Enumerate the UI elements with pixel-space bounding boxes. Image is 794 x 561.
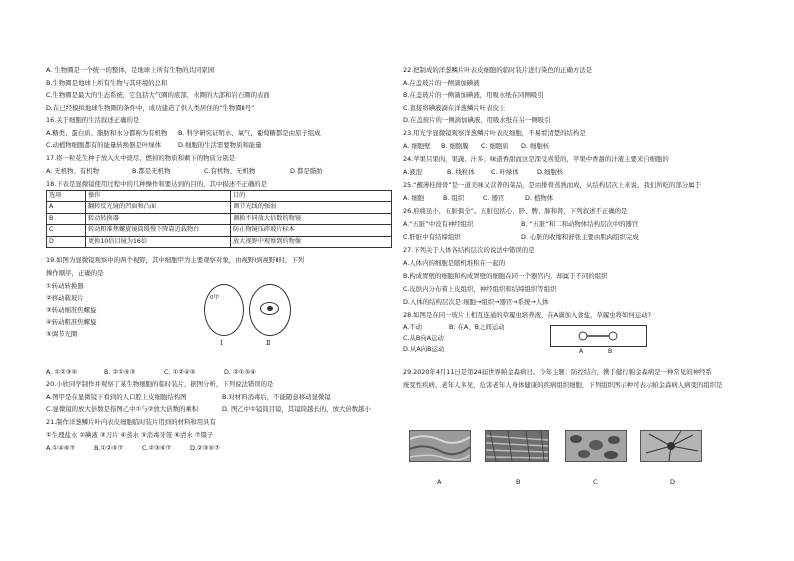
cell-nucleus xyxy=(267,306,273,311)
q26-options-ab xyxy=(403,218,755,231)
q15-option-d: D.在已经模拟地球生物圈的条件中，成功建造了供人类居住的“生物圈Ⅱ号” xyxy=(46,103,255,112)
q19-option-c: C. ①②④⑤ xyxy=(164,367,196,376)
q23-stem: 23.用光学显微镜观察洋葱鳞片叶表皮细胞，不易看清楚的结构是 xyxy=(403,128,586,137)
table-header-row xyxy=(47,191,392,202)
q21-option-b: B.①②⑤⑦ xyxy=(94,443,124,452)
tissue-image-d xyxy=(640,430,702,462)
tissue-image-b xyxy=(485,430,549,462)
q18-stem: 18.下表是显微镜使用过程中的几种操作和要达到的目的，其中描述不正确的是 xyxy=(46,179,268,188)
q21-items: ①生理盐水 ②碘液 ③刀片 ④蒸水 ⑤消毒牙签 ⑥清水 ⑦镊子 xyxy=(46,430,214,439)
right-column xyxy=(403,64,755,392)
q26-option-c: C.肝脏中有结缔组织 xyxy=(403,232,461,241)
field-of-view-1 xyxy=(204,284,244,336)
q24-option-d: D.细胞核 xyxy=(537,167,564,176)
q16-option-c: C.动植物细胞都有的能量转换器是叶绿体 xyxy=(46,141,162,149)
q25-option-a: A. 细胞 xyxy=(403,193,425,202)
q23-options xyxy=(403,140,755,153)
q16-option-b: B. 科学研究证明水、氧气、葡萄糖都是由原子组成 xyxy=(178,128,321,137)
q17-option-b: B.都是无机物 xyxy=(132,166,171,175)
left-column xyxy=(46,64,391,455)
tissue-label-c: C xyxy=(593,478,598,486)
q27-option-b: B.构成胃壁的细胞和构成胃壁的细胞在同一个器官内，却属于不同的组织 xyxy=(403,271,608,280)
list-item: ①转动转换器 xyxy=(46,281,84,290)
q20-options-ab xyxy=(46,391,391,404)
q17-options xyxy=(46,165,391,178)
q25-option-c: C. 器官 xyxy=(483,193,505,202)
q26-stem: 26.府痛虽小，五脏俱全”。五脏包括心、肝、脾、肺和肾，下列叙述不正确的是 xyxy=(403,206,628,215)
q23-option-c: C. 细胞质 xyxy=(481,141,509,150)
q27-option-c: C.皮肤内分布着上皮组织，神经组织和结缔组织等组织 xyxy=(403,284,557,293)
q29-stem: 29.2020年4月11日是第24届世界帕金森病日。今年主题：防控结合，携手健行帕金森病是一种常见的神经系 xyxy=(403,367,712,376)
q19-stem: 19.如图为显微镜观察中的两个视野，其中细胞甲为主要观察对象，由视野Ⅰ到视野Ⅱ时，下列 xyxy=(46,255,305,264)
table-row xyxy=(47,236,392,247)
q24-stem: 24.苹果只果肉，果蔬、汁多、味道香甜而这是深受喜爱的，苹果中香甜的汁液主要来自细胞的 xyxy=(403,154,669,163)
slide-label-a: A xyxy=(579,347,584,355)
q16-options-cd xyxy=(46,139,391,152)
q23-option-b: B. 细胞膜 xyxy=(441,141,469,150)
tissue-label-a: A xyxy=(437,478,442,486)
table-cell: 转动转换器 xyxy=(86,213,231,224)
q22-option-d: D.在盖玻片的一侧滴加碘液，用吸水纸在另一侧吸引 xyxy=(403,116,551,124)
q27-option-a: A.人体内的细胞是随机堆积在一起的 xyxy=(403,258,506,267)
q20-stem: 20.小欣同学制作并观察了某生物细胞的临时装片，据图分析，下列说法错误的是 xyxy=(46,380,274,389)
tissue-image-c xyxy=(565,430,627,462)
table-cell: C xyxy=(47,225,86,236)
q28-option-d: D.从A向B运动 xyxy=(403,344,445,353)
q17-stem: 17.将一粒花生种子放入火中烧尽，燃掉的物质和剩下的物质分别是 xyxy=(46,153,236,162)
neuron-pattern xyxy=(641,431,701,461)
q29-stem-cont: 统变性疾病，老年人多见，危害老年人身体健康的疾病组织细胞，下列组织图示种可表示帕金森病人病变的组织是 xyxy=(403,380,723,389)
q19-figure-area xyxy=(46,280,391,366)
q22-stem: 22.把制成的洋葱鳞片叶表皮细胞的临时装片进行染色的正确方法是 xyxy=(403,66,593,74)
table-cell: 防止物镜压碎玻片标本 xyxy=(231,225,392,236)
q15-option-c: C.生物圈是最大的生态系统，它包括大气圈的底部，水圈的大部和岩石圈的表面 xyxy=(46,91,270,99)
q26-option-a: A.“五脏”中没有神经组织 xyxy=(403,219,474,228)
figure-label-2: Ⅱ xyxy=(266,338,271,347)
q27-stem: 27.下列关于人体各结构层次的说法中错误的是 xyxy=(403,245,535,254)
q28-option-a: A.不动 xyxy=(403,322,423,331)
q24-option-c: C. 叶绿体 xyxy=(491,167,519,176)
q21-option-c: C.②③⑥⑦ xyxy=(142,443,172,452)
q19-option-a: A. ①②③⑤ xyxy=(46,367,78,376)
q25-options xyxy=(403,192,755,205)
tissue-label-d: D xyxy=(670,478,676,486)
q18-table xyxy=(46,190,392,248)
q17-option-d: D.都是脂肪 xyxy=(290,166,323,175)
q23-option-a: A. 细胞壁 xyxy=(403,141,431,150)
q22-option-c: C.直接将碘液滴在洋葱鳞片叶表皮上 xyxy=(403,103,506,112)
q27-option-d: D.人体的结构层次是:细胞→组织→器官→系统→人体 xyxy=(403,297,549,306)
q24-option-a: A.液泡 xyxy=(403,167,423,176)
table-cell: B xyxy=(47,213,86,224)
q17-option-a: A. 无机物、有机物 xyxy=(46,166,100,175)
tissue-b-pattern xyxy=(486,431,548,461)
q16-options-ab xyxy=(46,127,391,140)
list-item: ④转动粗准焦螺旋 xyxy=(46,317,97,326)
list-item: ②移动载玻片 xyxy=(46,293,84,302)
q20-option-c: C.显微镜的放大倍数是指图乙中①与②放大倍数的乘积 xyxy=(46,405,199,414)
q23-option-d: D. 细胞核 xyxy=(521,141,550,150)
q20-option-d: D. 图乙中①镜筒目镜，其镜筒越长的，放大倍数越小 xyxy=(222,405,371,414)
table-cell: 调换不同放大倍数的物镜 xyxy=(231,213,392,224)
glass-slide xyxy=(550,325,647,347)
table-header-cell: 选项 xyxy=(47,191,86,202)
q28-figure-area xyxy=(403,322,755,366)
table-cell: 调节光线的强弱 xyxy=(231,202,392,213)
q15-option-b: B.生物圈是地球上所有生物与其环境的总和 xyxy=(46,78,168,87)
q17-option-c: C.有机物、无机物 xyxy=(204,166,256,175)
tissue-image-a xyxy=(409,430,471,462)
table-cell: 放大视野中观察到的物像 xyxy=(231,236,392,247)
table-row xyxy=(47,213,392,224)
q25-option-b: B. 组织 xyxy=(443,193,465,202)
list-item: ⑤调节光圈 xyxy=(46,329,78,338)
q16-option-a: A.糖类、蛋白质、脂肪和水分都称为有机物 xyxy=(46,128,168,137)
q22-option-a: A.在盖玻片的一侧滴加碘液 xyxy=(403,78,480,87)
q26-option-b: B. “五脏”和二和动物体结构层次中的器官 xyxy=(521,219,639,228)
q19-stem-cont: 操作顺序，正确的是 xyxy=(46,268,104,277)
table-cell: A xyxy=(47,202,86,213)
q19-option-b: B. ②①⑤③ xyxy=(104,367,136,376)
q15-option-a: A. 生物圈是一个统一的整体，是地球上所有生物的共同家园 xyxy=(46,66,215,74)
q25-option-d: D. 植物体 xyxy=(525,193,554,202)
table-cell: D xyxy=(47,236,86,247)
q19-option-d: D. ②①⑤④ xyxy=(224,367,256,376)
list-item: ③转动细准焦螺旋 xyxy=(46,305,97,314)
figure-label-1: Ⅰ xyxy=(220,338,223,347)
tissue-label-b: B xyxy=(516,478,521,486)
q25-stem: 25.“靓薄桂排骨”是一道美味又营养的菜品，是由排骨蒸熟而成，从结构层次上来说，我们所吃的部分属于 xyxy=(403,180,701,189)
q20-option-a: A.图甲是在显微镜下看到的人口腔上皮细胞结构图 xyxy=(46,392,187,401)
q20-option-b: B.对材料消毒后，不能随意移动显微镜 xyxy=(222,392,331,401)
q24-options xyxy=(403,166,755,179)
table-row xyxy=(47,225,392,236)
q28-option-b: B. 在A、B之间运动 xyxy=(449,322,505,331)
q22-option-b: B.在盖玻片的一侧滴加碘液，用吸水纸在同侧吸引 xyxy=(403,91,544,99)
q28-option-c: C.从B向A运动 xyxy=(403,333,444,342)
q21-option-d: D.②③⑤⑦ xyxy=(190,443,220,452)
slide-label-b: B xyxy=(608,347,613,355)
tissue-a-pattern xyxy=(410,431,470,461)
culture-drops-icon xyxy=(551,326,646,346)
table-cell: 转动粗准焦螺旋镜筒缓慢下降靠近载物台 xyxy=(86,225,231,236)
tissue-c-pattern xyxy=(566,431,626,461)
q24-option-b: B. 线粒体 xyxy=(447,167,475,176)
table-cell: 翻转反光镜的凹面和凸面 xyxy=(86,202,231,213)
q21-options xyxy=(46,442,391,455)
q19-options xyxy=(46,366,391,379)
q21-option-a: A.①④⑥⑦ xyxy=(46,443,76,452)
q28-stem: 28.如图是在同一玻片上相互连通的草履虫培养液，在A滴加入食盐，草履虫将如何运动? xyxy=(403,310,651,319)
cell-label: 0甲 xyxy=(210,294,219,301)
q26-options-cd xyxy=(403,231,755,244)
table-cell: 更换10倍目镜为16倍 xyxy=(86,236,231,247)
q16-option-d: D.细胞的生活需要物质和能量 xyxy=(178,141,262,149)
table-header-cell: 目的 xyxy=(231,191,392,202)
q16-stem: 16.关于细胞的生活叙述正确的是 xyxy=(46,116,140,124)
q21-stem: 21.制作洋葱鳞片叶内表皮细胞临时装片用到的材料和用具有 xyxy=(46,417,216,426)
table-header-cell: 操作 xyxy=(86,191,231,202)
q20-options-cd xyxy=(46,403,391,416)
q26-option-d: D. 心脏的收缩和舒张主要由肌肉组织完成 xyxy=(521,232,639,241)
table-row xyxy=(47,202,392,213)
